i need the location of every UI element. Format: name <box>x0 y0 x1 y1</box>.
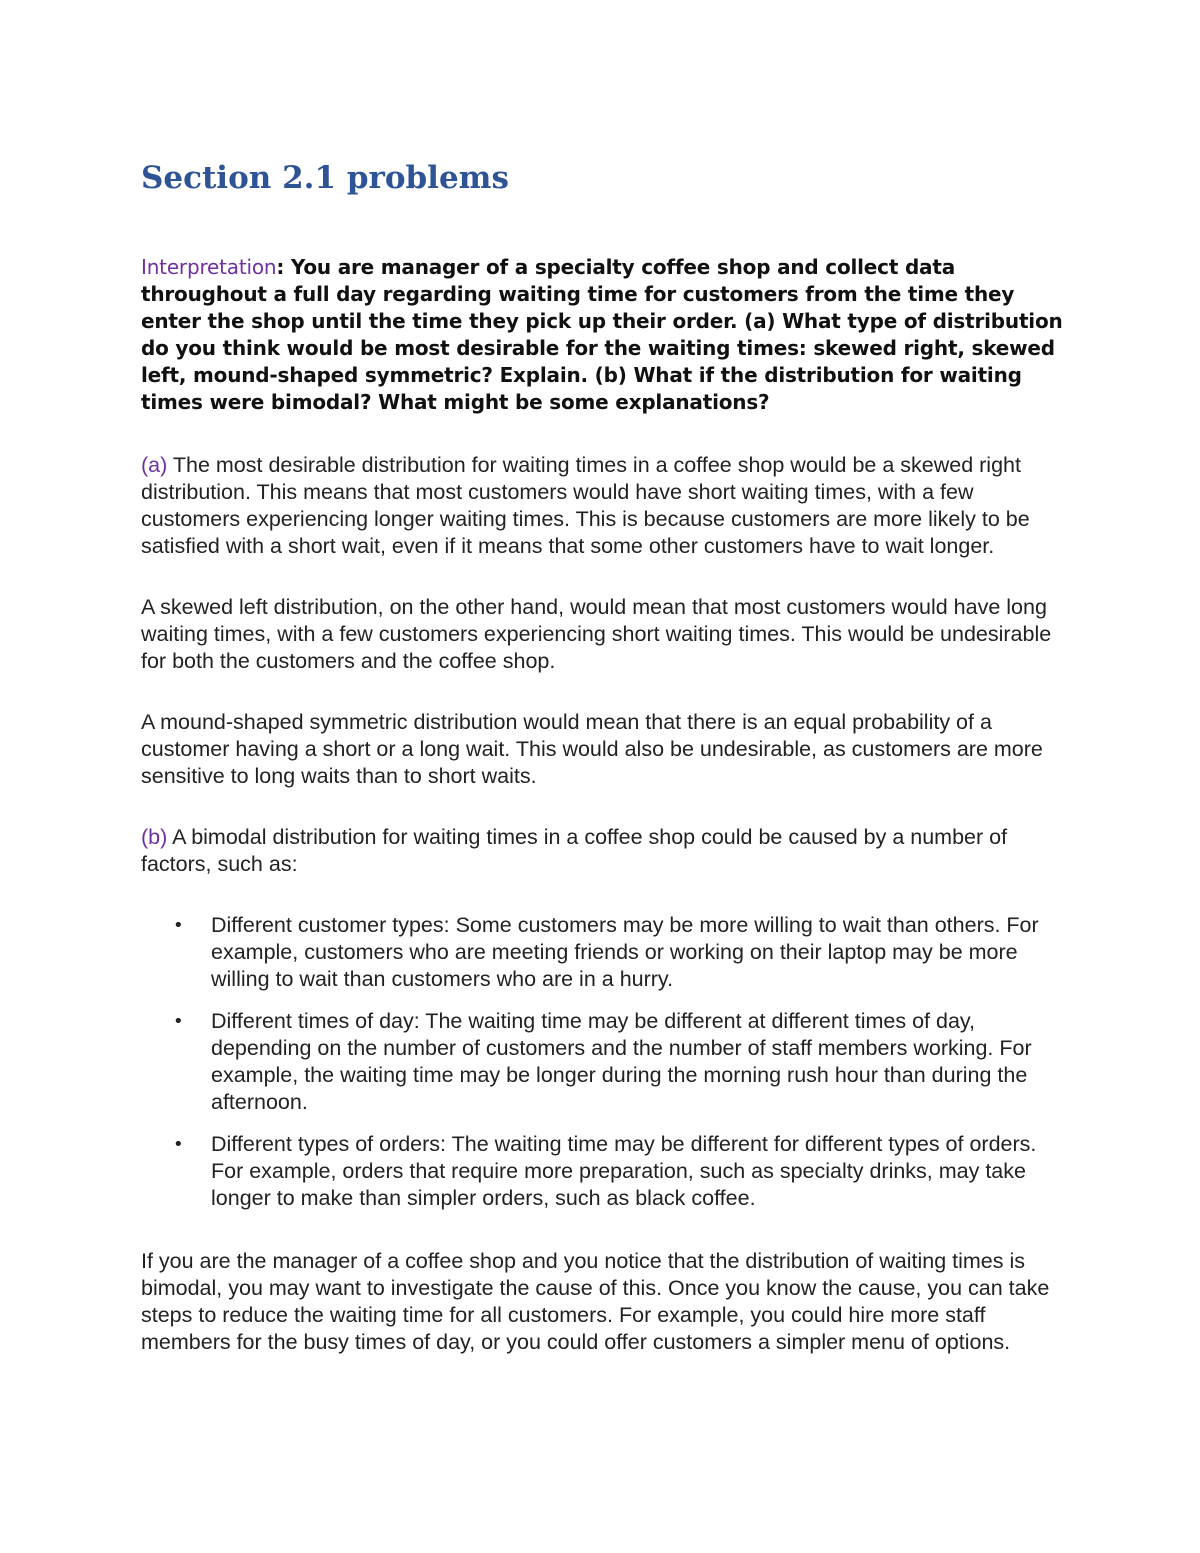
list-item <box>141 1131 1071 1212</box>
factor-list <box>141 912 1071 1212</box>
interpretation-question <box>141 254 1071 416</box>
skewed-left-paragraph: A skewed left distribution, on the other hand, would mean that most customers would have long waiting times, with a few customers experiencing short waiting times. This would be undesirable for both the customers and the coffee shop. <box>141 595 1052 674</box>
mound-shaped-paragraph: A mound-shaped symmetric distribution would mean that there is an equal probability of a customer having a short or a long wait. This would also be undesirable, as customers are more sensitive to long waits than to short waits. <box>141 710 1043 789</box>
list-item-text: Different types of orders: The waiting time may be different for different types of orders. For example, orders that require more preparation, such as specialty drinks, may take longer to make than simpler orders, such as black coffee. <box>211 1132 1037 1211</box>
bullet-icon: • <box>173 1134 184 1156</box>
answer-a-paragraph <box>141 452 1071 560</box>
document-page <box>141 158 1071 1390</box>
answer-b-text: A bimodal distribution for waiting times in a coffee shop could be caused by a number of factors, such as: <box>141 825 1008 877</box>
interpretation-label: Interpretation <box>141 255 277 280</box>
bullet-icon: • <box>173 1011 184 1033</box>
section-heading: Section 2.1 problems <box>141 160 509 196</box>
conclusion-paragraph: If you are the manager of a coffee shop and you notice that the distribution of waiting times is bimodal, you may want to investigate the cause of this. Once you know the cause, you can take steps to reduce the waiting time for all customers. For example, you could hire more staff members for the busy times of day, or you could offer customers a simpler menu of options. <box>141 1249 1050 1355</box>
list-item-text: Different customer types: Some customers may be more willing to wait than others. For example, customers who are meeting friends or working on their laptop may be more willing to wait than customers who are in a hurry. <box>211 913 1039 992</box>
answer-a-label: (a) <box>141 453 168 478</box>
list-item <box>141 912 1071 993</box>
list-item-text: Different times of day: The waiting time may be different at different times of day, depending on the number of customers and the number of staff members working. For example, the waiting time may be longer during the morning rush hour than during the afternoon. <box>211 1009 1032 1115</box>
answer-a-text: The most desirable distribution for waiting times in a coffee shop would be a skewed right distribution. This means that most customers would have short waiting times, with a few customers experiencing longer waiting times. This is because customers are more likely to be satisfied with a short wait, even if it means that some other customers have to wait longer. <box>141 453 1030 559</box>
interpretation-question-text: : You are manager of a specialty coffee shop and collect data throughout a full day regarding waiting time for customers from the time they enter the shop until the time they pick up their order. (a) What type of distribution do you think would be most desirable for the waiting times: skewed right, skewed left, mound-shaped symmetric? Explain. (b) What if the distribution for waiting times were bimodal? What might be some explanations? <box>141 255 1063 415</box>
answer-b-label: (b) <box>141 825 168 850</box>
answer-b-paragraph <box>141 824 1071 878</box>
bullet-icon: • <box>173 915 184 937</box>
list-item <box>141 1008 1071 1116</box>
